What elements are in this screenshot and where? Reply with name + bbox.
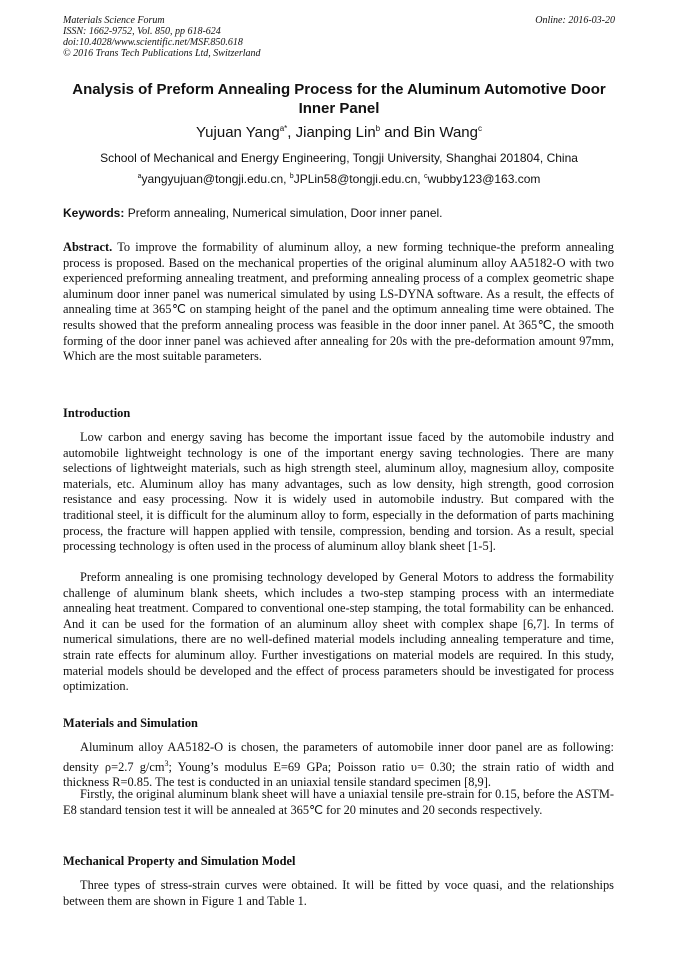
author-name: Bin Wang: [413, 124, 478, 141]
paper-title: Analysis of Preform Annealing Process for the Aluminum Automotive Door Inner Panel: [72, 81, 606, 117]
section-heading-introduction: Introduction: [63, 406, 131, 420]
email-mark: a: [137, 173, 142, 180]
author-affil-mark: b: [375, 124, 381, 133]
author-emails: [40, 172, 638, 186]
author-name: Jianping Lin: [295, 124, 376, 141]
email-mark: c: [423, 173, 428, 180]
author-affil-mark: a*: [279, 124, 288, 133]
doi-line: doi:10.4028/www.scientific.net/MSF.850.618: [63, 37, 243, 48]
keywords-text: Preform annealing, Numerical simulation, Door inner panel.: [124, 206, 443, 220]
abstract-label: Abstract.: [63, 240, 113, 254]
section-heading-mechanical: Mechanical Property and Simulation Model: [63, 854, 296, 868]
copyright-line: © 2016 Trans Tech Publications Ltd, Switzerland: [63, 48, 261, 59]
author-list: [40, 124, 638, 141]
paragraph: Low carbon and energy saving has become the important issue faced by the automobile industry and automobile lightweight technology is one of the important energy saving technologies. There are many selections of lightweight materials, such as high strength steel, aluminum alloy, magnesium alloy, composite materials, etc. Aluminum alloy has many advantages, such as low density, high strength, good corrosion resistance and easy processing. Now it is widely used in automobile industry. But compared with the traditional steel, it is difficult for the aluminum alloy to form, especially in the deformation of parts machining process, the fracture will happen applied with tensile, compression, bending and torsion. As a result, special processing technology is often used in the process of aluminum alloy blank sheet [1-5].: [63, 430, 614, 554]
paragraph: Firstly, the original aluminum blank sheet will have a uniaxial tensile pre-strain for 0.15, before the ASTM-E8 standard tension test it will be annealed at 365℃ for 20 minutes and 20 seconds respectively.: [63, 787, 614, 817]
abstract-text: To improve the formability of aluminum alloy, a new forming technique-the preform annealing process is proposed. Based on the mechanical properties of the original aluminum alloy AA5182-O with two experienced preforming annealing treatment, and preforming annealing process of a complex geometric shape aluminum door inner panel was numerical simulated by using LS-DYNA software. As a result, the effects of annealing time at 365℃ on stamping height of the panel and the optimum annealing time were obtained. The results showed that the preform annealing process was feasible in the door inner panel. At 365℃, the smooth forming of the door inner panel was achieved after annealing for 20s with the pre-deformation amount 97mm, Which are the most suitable parameters.: [63, 240, 614, 364]
author-separator: and: [380, 124, 414, 141]
section-heading-materials: Materials and Simulation: [63, 716, 198, 730]
paragraph: Preform annealing is one promising technology developed by General Motors to address the formability challenge of aluminum blank sheets, which includes a two-step stamping process with an intermediate annealing heat treatment. Compared to conventional one-step stamping, the total formability can be enhanced. And it can be used for the formation of an aluminum alloy sheet with complex shape [6,7]. In terms of numerical simulations, there are no well-defined material models including annealing temperature and time, strain rate effects for aluminum alloy. Further investigations on material models are required. In this study, material models should be developed and the effect of process parameters should be investigated for process optimization.: [63, 570, 614, 694]
email-link[interactable]: yangyujuan@tongji.edu.cn,: [141, 172, 287, 186]
paragraph-text: Aluminum alloy AA5182-O is chosen, the parameters of automobile inner door panel are as following: density ρ=2.7 g/cm: [63, 740, 614, 774]
email-link[interactable]: JPLin58@tongji.edu.cn,: [293, 172, 421, 186]
journal-header: [63, 15, 615, 59]
superscript: 3: [164, 758, 169, 768]
affiliation: School of Mechanical and Energy Engineering, Tongji University, Shanghai 201804, China: [100, 151, 578, 165]
keywords-label: Keywords:: [63, 206, 125, 220]
journal-name: Materials Science Forum: [63, 15, 165, 26]
issn-line: ISSN: 1662-9752, Vol. 850, pp 618-624: [63, 26, 221, 37]
author-separator: ,: [287, 124, 296, 141]
keywords: [63, 206, 615, 220]
paragraph: [63, 740, 614, 791]
paragraph: Three types of stress-strain curves were obtained. It will be fitted by voce quasi, and the relationships between them are shown in Figure 1 and Table 1.: [63, 878, 614, 908]
abstract: [63, 240, 614, 365]
author-affil-mark: c: [477, 124, 482, 133]
online-date: Online: 2016-03-20: [535, 15, 615, 26]
email-mark: b: [289, 173, 294, 180]
email-link[interactable]: wubby123@163.com: [427, 172, 541, 186]
author-name: Yujuan Yang: [196, 124, 280, 141]
paragraph-text: ; Young’s modulus E=69 GPa; Poisson ratio υ= 0.30; the strain ratio of width and thickness R=0.85. The test is conducted in an uniaxial tensile standard specimen [8,9].: [63, 759, 614, 790]
